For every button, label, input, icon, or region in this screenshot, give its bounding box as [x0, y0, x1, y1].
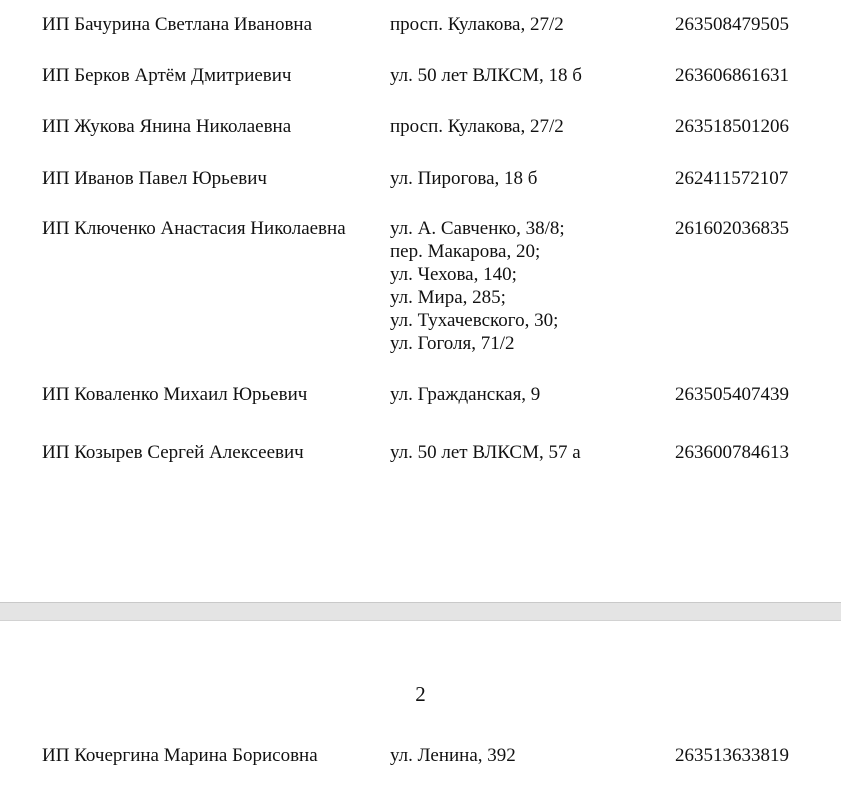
- inn-number: 262411572107: [675, 168, 789, 189]
- page-number: 2: [415, 682, 426, 706]
- page-separator: [0, 602, 841, 621]
- owner-name: ИП Кочергина Марина Борисовна: [42, 745, 318, 766]
- address-line: ул. Тухачевского, 30;: [390, 310, 559, 331]
- address-line: ул. Чехова, 140;: [390, 264, 517, 285]
- address-line: ул. Гражданская, 9: [390, 384, 541, 405]
- address: [390, 13, 564, 36]
- address: [390, 64, 582, 87]
- owner-name: ИП Иванов Павел Юрьевич: [42, 168, 267, 189]
- address: [390, 167, 537, 190]
- address-line: просп. Кулакова, 27/2: [390, 14, 564, 35]
- inn-number: 261602036835: [675, 218, 789, 239]
- address: [390, 383, 540, 406]
- address-line: ул. А. Савченко, 38/8;: [390, 218, 565, 239]
- address-line: ул. Пирогова, 18 б: [390, 168, 538, 189]
- owner-name: ИП Коваленко Михаил Юрьевич: [42, 384, 308, 405]
- owner-name: ИП Жукова Янина Николаевна: [42, 116, 292, 137]
- inn-number: 263513633819: [675, 745, 789, 766]
- owner-name: ИП Бачурина Светлана Ивановна: [42, 14, 313, 35]
- inn-number: 263600784613: [675, 442, 789, 463]
- address-line: ул. Ленина, 392: [390, 745, 516, 766]
- owner-name: ИП Ключенко Анастасия Николаевна: [42, 218, 346, 239]
- address: [390, 441, 581, 464]
- address-line: ул. Гоголя, 71/2: [390, 333, 515, 354]
- address-line: ул. 50 лет ВЛКСМ, 18 б: [390, 65, 582, 86]
- address-line: ул. Мира, 285;: [390, 287, 506, 308]
- address-line: пер. Макарова, 20;: [390, 241, 541, 262]
- inn-number: 263505407439: [675, 384, 789, 405]
- address: [390, 217, 565, 355]
- inn-number: 263518501206: [675, 116, 789, 137]
- owner-name: ИП Берков Артём Дмитриевич: [42, 65, 292, 86]
- address-line: просп. Кулакова, 27/2: [390, 116, 564, 137]
- document-page-2: [0, 621, 841, 785]
- address: [390, 115, 564, 138]
- inn-number: 263606861631: [675, 65, 789, 86]
- address: [390, 744, 516, 767]
- owner-name: ИП Козырев Сергей Алексеевич: [42, 442, 304, 463]
- inn-number: 263508479505: [675, 14, 789, 35]
- address-line: ул. 50 лет ВЛКСМ, 57 а: [390, 442, 581, 463]
